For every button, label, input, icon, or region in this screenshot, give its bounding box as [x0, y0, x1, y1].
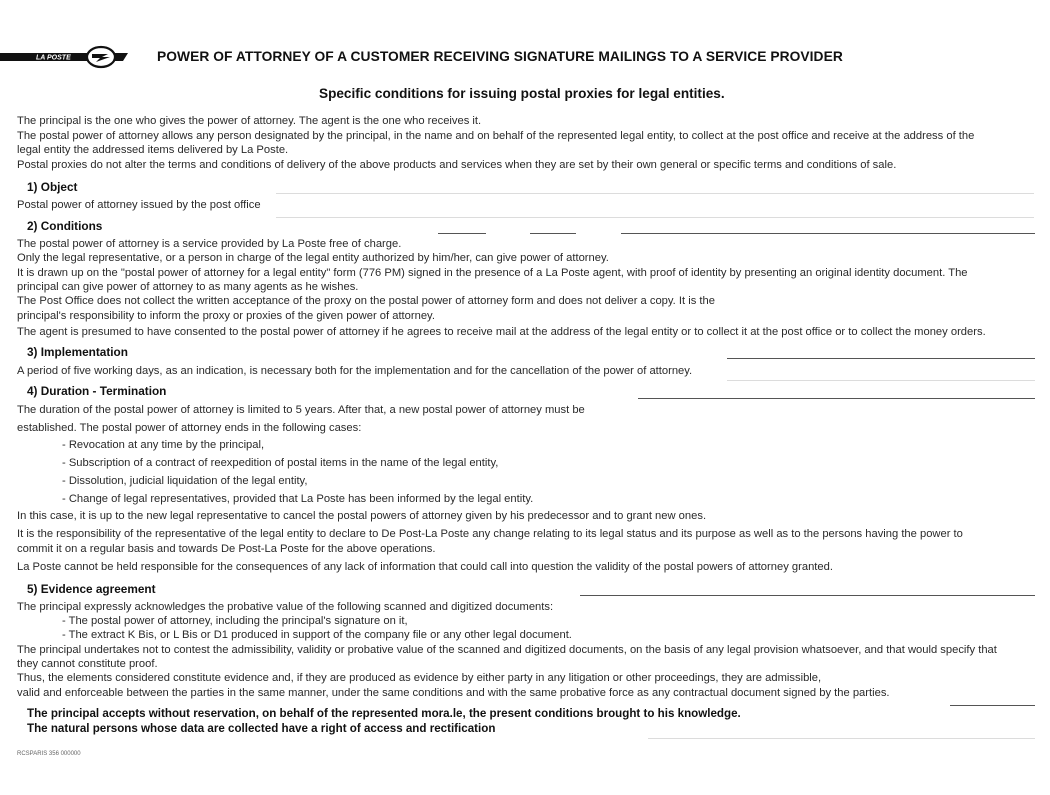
page-subtitle: Specific conditions for issuing postal proxies for legal entities. [319, 86, 725, 101]
page-title: POWER OF ATTORNEY OF A CUSTOMER RECEIVING SIGNATURE MAILINGS TO A SERVICE PROVIDER [157, 49, 843, 64]
termination-item: - Dissolution, judicial liquidation of the legal entity, [62, 475, 308, 487]
form-line [621, 233, 1035, 234]
conditions-line: principal's responsibility to inform the proxy or proxies of the given power of attorney. [17, 310, 435, 322]
conditions-line: The agent is presumed to have consented to the postal power of attorney if he agrees to receive mail at the address of the legal entity or to collect it at the post office or to collect the money orders. [17, 326, 986, 338]
conditions-line: Only the legal representative, or a person in charge of the legal entity authorized by him/her, can give power of attorney. [17, 252, 609, 264]
duration-after-line: In this case, it is up to the new legal representative to cancel the postal powers of attorney given by his predecessor and to grant new ones. [17, 510, 707, 522]
section-heading-duration: 4) Duration - Termination [27, 384, 167, 398]
form-line [530, 233, 576, 234]
form-line [438, 233, 486, 234]
duration-after-line: commit it on a regular basis and towards De Post-La Poste for the above operations. [17, 543, 436, 555]
intro-line: legal entity the addressed items delivered by La Poste. [17, 144, 289, 156]
intro-line: The principal is the one who gives the power of attorney. The agent is the one who receives it. [17, 115, 482, 127]
closing-statement: The principal accepts without reservation, on behalf of the represented mora.le, the present conditions brought to his knowledge. [27, 707, 741, 720]
evidence-after-line: they cannot constitute proof. [17, 658, 158, 670]
termination-item: - Revocation at any time by the principal, [62, 439, 265, 451]
duration-line: The duration of the postal power of attorney is limited to 5 years. After that, a new postal power of attorney must be [17, 404, 585, 416]
divider [648, 738, 1035, 739]
divider [276, 217, 1034, 218]
intro-line: Postal proxies do not alter the terms and conditions of delivery of the above products and services when they are set by their own general or specific terms and conditions of sale. [17, 159, 897, 171]
duration-after-line: It is the responsibility of the representative of the legal entity to declare to De Post-La Poste any change relating to its legal status and its purpose as well as to the persons having the power to [17, 528, 963, 540]
section-heading-implementation: 3) Implementation [27, 345, 128, 359]
termination-item: - Subscription of a contract of reexpedition of postal items in the name of the legal entity, [62, 457, 499, 469]
logo-text: LA POSTE [36, 54, 71, 62]
evidence-item: - The extract K Bis, or L Bis or D1 produced in support of the company file or any other legal document. [62, 629, 572, 641]
evidence-after-line: valid and enforceable between the parties in the same manner, under the same conditions and with the same probative force as any contractual document signed by the parties. [17, 687, 890, 699]
la-poste-logo [0, 45, 132, 69]
termination-item: - Change of legal representatives, provided that La Poste has been informed by the legal entity. [62, 493, 534, 505]
conditions-line: The postal power of attorney is a service provided by La Poste free of charge. [17, 238, 402, 250]
evidence-after-line: Thus, the elements considered constitute evidence and, if they are produced as evidence by either party in any litigation or other proceedings, they are admissible, [17, 672, 822, 684]
evidence-after-line: The principal undertakes not to contest the admissibility, validity or probative value of the scanned and digitized documents, on the basis of any legal provision whatsoever, and that would specify that [17, 644, 997, 656]
section-heading-evidence: 5) Evidence agreement [27, 582, 156, 596]
divider [276, 193, 1034, 194]
evidence-item: - The postal power of attorney, including the principal's signature on it, [62, 615, 408, 627]
duration-after-line: La Poste cannot be held responsible for the consequences of any lack of information that could call into question the validity of the postal powers of attorney granted. [17, 561, 833, 573]
conditions-line: The Post Office does not collect the written acceptance of the proxy on the postal power of attorney form and does not deliver a copy. It is the [17, 295, 715, 307]
form-line [950, 705, 1035, 706]
conditions-line: principal can give power of attorney to as many agents as he wishes. [17, 281, 359, 293]
conditions-line: It is drawn up on the "postal power of attorney for a legal entity" form (776 PM) signed in the presence of a La Poste agent, with proof of identity by presenting an original identity document. The [17, 267, 968, 279]
form-line [727, 358, 1035, 359]
form-line [638, 398, 1035, 399]
form-line [580, 595, 1035, 596]
section-heading-object: 1) Object [27, 180, 78, 194]
divider [727, 380, 1035, 381]
closing-statement: The natural persons whose data are collected have a right of access and rectification [27, 722, 496, 735]
intro-line: The postal power of attorney allows any person designated by the principal, in the name and on behalf of the represented legal entity, to collect at the post office and receive at the address of the [17, 130, 975, 142]
object-line: Postal power of attorney issued by the post office [17, 199, 261, 211]
duration-line: established. The postal power of attorney ends in the following cases: [17, 422, 362, 434]
footer-reference: RCSPARIS 356 000000 [17, 751, 81, 757]
section-heading-conditions: 2) Conditions [27, 219, 103, 233]
evidence-line: The principal expressly acknowledges the probative value of the following scanned and digitized documents: [17, 601, 554, 613]
implementation-line: A period of five working days, as an indication, is necessary both for the implementation and for the cancellation of the power of attorney. [17, 365, 693, 377]
